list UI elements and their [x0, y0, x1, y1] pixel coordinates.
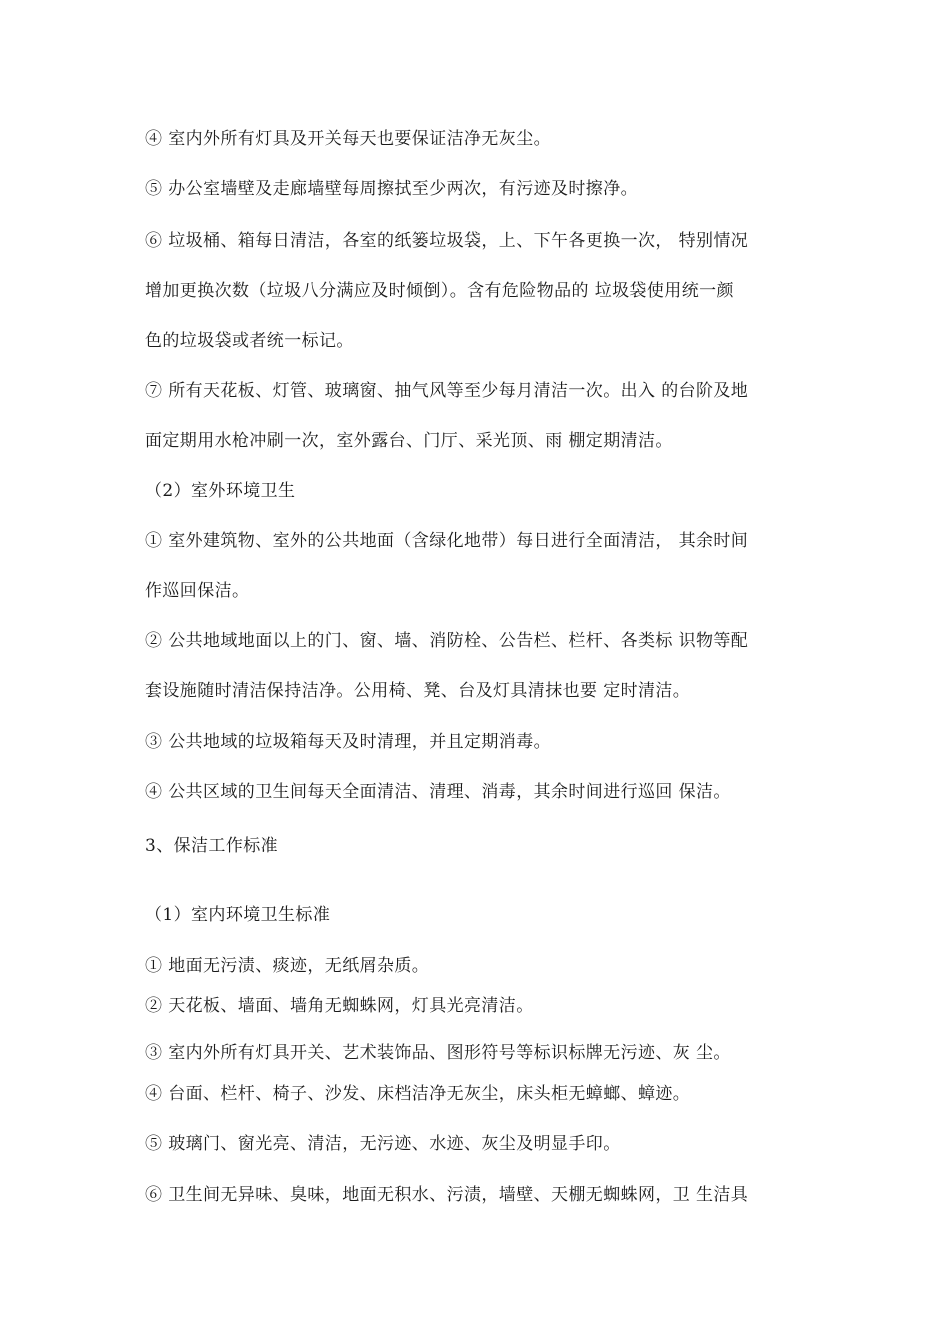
- text-line: 色的垃圾袋或者统一标记。: [145, 331, 354, 351]
- text-line: ① 室外建筑物、室外的公共地面（含绿化地带）每日进行全面清洁， 其余时间: [145, 531, 749, 551]
- text-line: ⑦ 所有天花板、灯管、玻璃窗、抽气风等至少每月清洁一次。出入 的台阶及地: [145, 381, 749, 401]
- text-line: ④ 室内外所有灯具及开关每天也要保证洁净无灰尘。: [145, 129, 552, 149]
- text-line: ① 地面无污渍、痰迹，无纸屑杂质。: [145, 956, 430, 976]
- text-line: ④ 台面、栏杆、椅子、沙发、床档洁净无灰尘，床头柜无蟑螂、蟑迹。: [145, 1084, 691, 1104]
- text-line: 作巡回保洁。: [145, 581, 250, 601]
- section-heading: 3、保洁工作标准: [145, 836, 279, 856]
- text-line: ④ 公共区域的卫生间每天全面清洁、清理、消毒，其余时间进行巡回 保洁。: [145, 782, 731, 802]
- text-line: ② 公共地域地面以上的门、窗、墙、消防栓、公告栏、栏杆、各类标 识物等配: [145, 631, 749, 651]
- text-line: 套设施随时清洁保持洁净。公用椅、凳、台及灯具清抹也要 定时清洁。: [145, 681, 691, 701]
- text-line: 增加更换次数（垃圾八分满应及时倾倒）。含有危险物品的 垃圾袋使用统一颜: [145, 281, 734, 301]
- text-line: ③ 室内外所有灯具开关、艺术装饰品、图形符号等标识标牌无污迹、灰 尘。: [145, 1043, 731, 1063]
- text-line: ⑥ 卫生间无异味、臭味，地面无积水、污渍，墙壁、天棚无蜘蛛网，卫 生洁具: [145, 1185, 749, 1205]
- text-line: 面定期用水枪冲刷一次，室外露台、门厅、采光顶、雨 棚定期清洁。: [145, 431, 673, 451]
- section-heading: （2）室外环境卫生: [145, 481, 296, 501]
- text-line: ⑥ 垃圾桶、箱每日清洁，各室的纸篓垃圾袋，上、下午各更换一次， 特别情况: [145, 231, 749, 251]
- text-line: ⑤ 办公室墙壁及走廊墙壁每周擦拭至少两次，有污迹及时擦净。: [145, 179, 639, 199]
- text-line: ⑤ 玻璃门、窗光亮、清洁，无污迹、水迹、灰尘及明显手印。: [145, 1134, 621, 1154]
- section-heading: （1）室内环境卫生标准: [145, 905, 331, 925]
- text-line: ② 天花板、墙面、墙角无蜘蛛网，灯具光亮清洁。: [145, 996, 534, 1016]
- text-line: ③ 公共地域的垃圾箱每天及时清理，并且定期消毒。: [145, 732, 552, 752]
